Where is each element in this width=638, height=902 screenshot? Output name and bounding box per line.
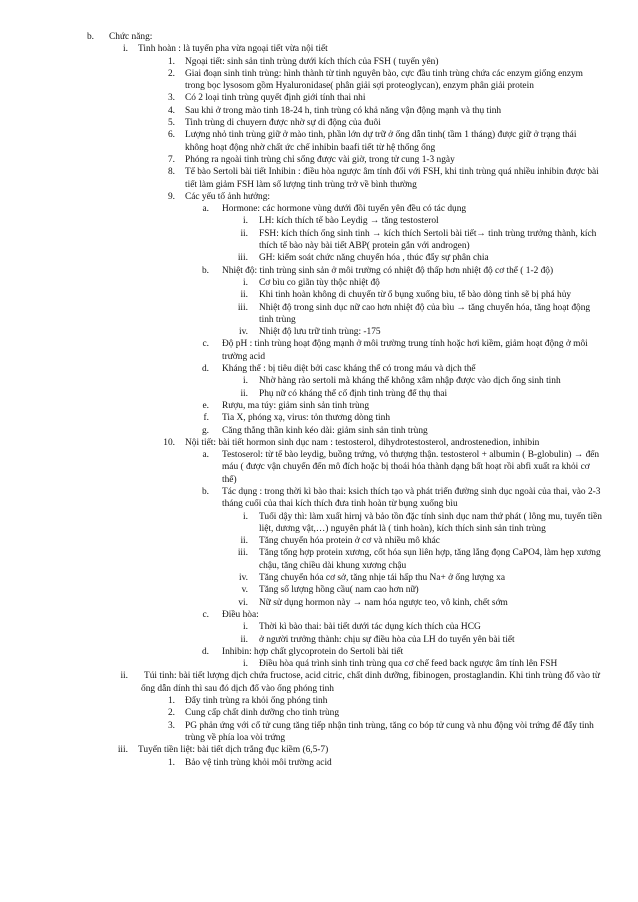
list-text: Cơ bìu co giãn tùy thộc nhiệt độ [259,277,380,288]
list-text: Tăng tổng hợp protein xương, cốt hóa sụn liên hợp, tăng lắng đọng CaPO4, làm hẹp xương chậu, tăng chiều dài khung xương chậu [259,548,601,571]
list-marker: a. [202,204,209,215]
list-text: Tinh trùng di chuyern được nhờ sự di động của đuôi [185,118,381,129]
list-marker: i. [243,277,248,288]
list-item-b-i-10-d [0,646,638,658]
list-marker: i. [243,622,248,633]
list-item-b-i-10-c-ii [0,634,638,646]
list-text: Sau khi ở trong mào tinh 18-24 h, tinh trùng có khả năng vận động mạnh và thụ tinh [185,105,502,116]
list-marker: 8. [167,167,175,178]
list-marker: ii. [240,388,248,399]
list-text: Có 2 loại tinh trùng quyết định giới tính thai nhi [185,93,366,104]
list-marker: v. [241,585,248,596]
list-text: GH: kiểm soát chức năng chuyển hóa , thúc đẩy sự phân chia [259,253,489,264]
list-text: Tác dụng : trong thời kì bào thai: ksich thích tạo và phát triển đường sinh dục ngoài của thai, vào 2-3 tháng cuối của thai kích thích đưa tinh hoàn từ bụng xuống bìu [222,486,601,510]
list-marker: ii. [240,228,248,239]
list-marker: 3. [167,93,175,104]
list-marker: 9. [167,191,175,202]
list-marker: ii. [240,536,248,547]
list-item-b-i-4 [0,105,638,117]
list-item-b-ii [0,670,638,695]
list-text: FSH: kích thích ống sinh tinh → kích thích Sertoli bài tiết→ tinh trùng trưởng thành, kích thích tế bào này bài tiết ABP( protein gắn với androgen) [259,228,597,252]
list-item-b-iii-1 [0,757,638,769]
list-item-b-i-1 [0,56,638,68]
list-marker: c. [202,339,209,350]
list-text: Testoserol: từ tế bào leydig, buồng trứng, vỏ thượng thận. testosterol + albumin ( B-globulin) → đến máu ( được vận chuyển đến mô đích hoặc bị thoái hóa thành dạng bất hoạt rồi abfi xuất ra khỏi cơ thể) [222,450,600,485]
list-text: Chức năng: [109,32,153,42]
list-marker: i. [243,376,248,387]
list-text: LH: kích thích tế bào Leydig → tăng testosterol [259,216,439,227]
list-item-b-i-3 [0,92,638,104]
list-item-b-i-10 [0,437,638,449]
list-text: PG phản ứng với cổ tử cung tăng tiếp nhận tinh trùng, tăng co bóp tử cung và nhu động vòi trứng để đẩy tinh trùng về phía loa vòi trứng [185,720,594,743]
list-item-b-i-10-b-v [0,584,638,596]
list-text: Bảo vệ tinh trùng khỏi môi trường acid [185,757,332,768]
list-item-b-i-9-b [0,265,638,277]
list-item-b-ii-2 [0,707,638,719]
list-item-b-i-9-e [0,400,638,412]
list-marker: 4. [167,105,175,116]
list-item-b-i-8 [0,166,638,191]
list-text: Nhiệt độ: tinh trùng sinh sản ở môi trường có nhiệt độ thấp hơn nhiệt độ cơ thể ( 1-2 độ) [222,265,554,276]
list-marker: iv. [238,573,248,584]
list-text: Độ pH : tinh trùng hoạt động mạnh ở môi trường trung tính hoặc hơi kiềm, giảm hoạt động ở môi trường acid [222,339,588,362]
list-text: Giai đoạn sinh tinh trùng: hình thành từ tinh nguyên bào, cực đầu tinh trùng chứa các enzym giống enzym trong bọc lysosom gồm Hyaluronidase( phân giải sợi proteoglycan), enzym phân giải protein [185,68,583,92]
list-item-b-i-9-g [0,425,638,437]
list-text: Phóng ra ngoài tinh trùng chỉ sống được vài giờ, trong tử cung 1-3 ngày [185,154,455,165]
list-text: Đẩy tinh trùng ra khỏi ống phóng tinh [185,696,328,707]
list-marker: 10. [163,437,175,448]
list-item-b-i-9-b-iii [0,302,638,327]
list-text: Điều hòa: [222,609,259,620]
list-item-b-i-2 [0,68,638,93]
list-marker: i. [243,511,248,522]
list-text: Hormone: các hormone vùng dưới đồi tuyến yên đều có tác dụng [222,204,467,215]
list-item-b [0,31,638,43]
list-text: Thời kì bào thai: bài tiết dưới tác dụng kích thích của HCG [259,622,481,633]
list-marker: i. [243,659,248,670]
list-text: Nhiệt độ lưu trữ tinh trùng: -175 [259,327,381,338]
list-marker: 2. [167,68,175,79]
list-item-b-i-9-b-ii [0,289,638,301]
list-item-b-i-9-a [0,203,638,215]
list-text: Kháng thể : bị tiêu diệt bởi casc kháng thể có trong máu và dịch thể [222,364,476,375]
list-item-b-i-9-a-ii [0,228,638,253]
list-marker: 3. [167,720,175,731]
list-marker: 2. [167,708,175,719]
list-item-b-i-7 [0,154,638,166]
list-marker: g. [201,425,209,436]
list-text: Tinh hoàn : là tuyến pha vừa ngoại tiết vừa nội tiết [138,44,328,55]
list-marker: d. [201,646,209,657]
list-text: Nhờ hàng rào sertoli mà kháng thể không xâm nhập được vào dịch ống sinh tinh [259,376,561,387]
list-item-b-i-9-c [0,338,638,363]
list-marker: d. [201,364,209,375]
list-item-b-i-10-d-i [0,658,638,670]
list-item-b-i-10-b-vi [0,597,638,609]
list-item-b-i-9-d-i [0,375,638,387]
list-item-b-i-9 [0,191,638,203]
list-item-b-i-10-a [0,449,638,486]
list-item-b-i-10-b-ii [0,535,638,547]
list-item-b-i-10-b-iv [0,572,638,584]
list-item-b-i-10-c-i [0,621,638,633]
list-marker: i. [243,216,248,227]
list-marker: vi. [238,597,248,608]
list-item-b-iii [0,744,638,756]
list-marker: e. [202,400,209,411]
list-item-b-i-9-d-ii [0,388,638,400]
list-text: ở người trưởng thành: chịu sự điều hòa của LH do tuyến yên bài tiết [259,634,515,645]
list-item-b-i-10-b-i [0,511,638,536]
list-text: Tăng số lượng hồng cầu( nam cao hơn nữ) [259,585,419,596]
list-text: Ngoại tiết: sinh sản tinh trùng dưới kích thích của FSH ( tuyến yên) [185,56,439,67]
list-marker: a. [202,450,209,461]
list-item-b-i-10-c [0,609,638,621]
list-text: Tuổi dậy thì: làm xuất hirnj và bảo tồn đặc tính sinh dục nam thứ phát ( lông mu, tuyến tiền liệt, dương vật,…) nguyên phát là ( tinh hoàn), kích thích sinh sản tinh trùng [259,511,602,534]
list-text: Túi tinh: bài tiết lượng dịch chứa fructose, acid citric, chất dinh dưỡng, fibinogen, prostaglandin. Khi tinh trùng đổ vào từ ống dẫn dính thì sau đó dịch đổ vào ống phóng tinh [141,671,600,694]
list-item-b-i-6 [0,129,638,154]
list-item-b-i [0,43,638,55]
list-item-b-i-10-b-iii [0,547,638,572]
list-text: Tăng chuyển hóa cơ sở, tăng nhịe tái hấp thu Na+ ở ống lượng xa [259,573,506,584]
list-text: Tế bào Sertoli bài tiết Inhibin : điều hòa ngược âm tính đối với FSH, khi tinh trùng quá nhiều inhibin được bài tiết làm giảm FSH làm số lượng tinh trùng trở về bình thường [185,167,599,190]
list-marker: iv. [238,327,248,338]
list-text: Điều hòa quá trình sinh tinh trùng qua cơ chế feed back ngược âm tính lên FSH [259,659,558,670]
document-page [0,31,638,769]
list-text: Nhiệt độ trong sinh dục nữ cao hơn nhiệt độ của bìu → tăng chuyển hóa, tăng hoạt động tinh trùng [259,302,591,325]
list-marker: 1. [167,757,175,768]
list-marker: 6. [167,130,175,141]
list-marker: f. [203,413,209,424]
list-text: Tăng chuyển hóa protein ở cơ và nhiều mô khác [259,536,440,547]
list-text: Các yếu tố ảnh hưởng: [185,191,271,202]
list-item-b-i-9-b-i [0,277,638,289]
list-item-b-i-9-a-iii [0,252,638,264]
list-text: Cung cấp chất dinh dưỡng cho tinh trùng [185,708,340,719]
list-marker: ii. [120,671,128,682]
list-marker: b. [86,32,94,42]
list-marker: i. [123,44,128,55]
list-marker: 1. [167,56,175,67]
list-item-b-i-9-b-iv [0,326,638,338]
list-text: Nội tiết: bài tiết hormon sinh dục nam : testosterol, dihydrotestosterol, androstenedion, inhibin [185,437,540,448]
list-marker: iii. [237,253,248,264]
list-text: Căng thẳng thần kinh kéo dài: giảm sinh sản tinh trùng [222,425,428,436]
list-text: Rượu, ma túy: giảm sinh sản tinh trùng [222,400,370,411]
list-item-b-i-9-f [0,412,638,424]
list-text: Phụ nữ có kháng thể cố định tinh trùng để thụ thai [259,388,448,399]
list-text: Nữ sử dụng hormon này → nam hóa ngược teo, vô kinh, chết sớm [259,597,508,608]
list-text: Lượng nhỏ tinh trùng giữ ở mào tinh, phần lớn dự trữ ở ống dẫn tinh( tầm 1 tháng) được giữ ở trạng thái không hoạt động nhờ chất ức chế inhibin baafi tiết từ hệ thống ống [185,130,577,153]
list-text: Inhibin: hợp chất glycoprotein do Sertoli bài tiết [222,646,404,657]
list-marker: iii. [237,548,248,559]
list-marker: ii. [240,634,248,645]
list-marker: 5. [167,118,175,129]
list-marker: 1. [167,696,175,707]
list-item-b-i-9-d [0,363,638,375]
list-item-b-ii-1 [0,695,638,707]
list-item-b-ii-3 [0,720,638,745]
list-item-b-i-9-a-i [0,215,638,227]
list-marker: 7. [167,154,175,165]
list-marker: iii. [237,302,248,313]
list-marker: b. [201,486,209,497]
list-item-b-i-10-b [0,486,638,511]
list-marker: b. [201,265,209,276]
list-marker: ii. [240,290,248,301]
list-text: Khi tinh hoàn không di chuyển từ ổ bụng xuống bìu, tế bào dòng tinh sẽ bị phá hủy [259,290,572,301]
list-marker: iii. [117,745,128,756]
list-text: Tuyến tiền liệt: bài tiết dịch trắng đục kiềm (6,5-7) [138,745,329,756]
list-text: Tia X, phóng xạ, virus: tỏn thương dòng tinh [222,413,391,424]
list-marker: c. [202,609,209,620]
list-item-b-i-5 [0,117,638,129]
